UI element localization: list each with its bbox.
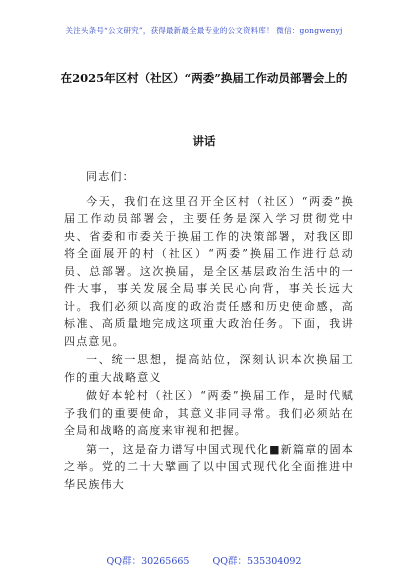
- document-body: [64, 168, 354, 493]
- paragraph-opening: 今天，我们在这里召开全区村（社区）“两委”换届工作动员部署会，主要任务是深入学习贯彻党中央、省委和市委关于换届工作的决策部署，对我区即将全面展开的村（社区）“两委”换届工作进行总动员、总部署。这次换届，是全区基层政治生活中的一件大事，事关发展全局事关民心向背，事关长远大计。我们必须以高度的政治责任感和历史使命感，高标准、高质量地完成这项重大政治任务。下面，我讲四点意见。: [64, 194, 354, 348]
- section-heading-one: 一、统一思想，提高站位，深刻认识本次换届工作的重大战略意义: [64, 353, 354, 384]
- greeting: 同志们：: [86, 170, 135, 183]
- document-title-continued: 讲话: [192, 134, 216, 148]
- paragraph-significance: 做好本轮村（社区）“两委”换届工作，是时代赋予我们的重要使命，其意义非同寻常。我们必须站在全局和战略的高度来审视和把握。: [64, 389, 354, 437]
- footer-qq-group-1: QQ群：30265665: [106, 556, 190, 567]
- header-promo-note: 关注头条号“公文研究”，获得最新最全最专业的公文资料库！ 微信：gongwenyj: [65, 26, 343, 35]
- footer-qq-groups: [0, 553, 408, 567]
- document-title: 在2025年区村（社区）“两委”换届工作动员部署会上的: [60, 71, 348, 85]
- footer-qq-group-2: QQ群：535304092: [212, 556, 302, 567]
- paragraph-first-point: 第一，这是奋力谱写中国式现代化■新篇章的固本之举。党的二十大擘画了以中国式现代化全面推进中华民族伟大: [64, 442, 354, 491]
